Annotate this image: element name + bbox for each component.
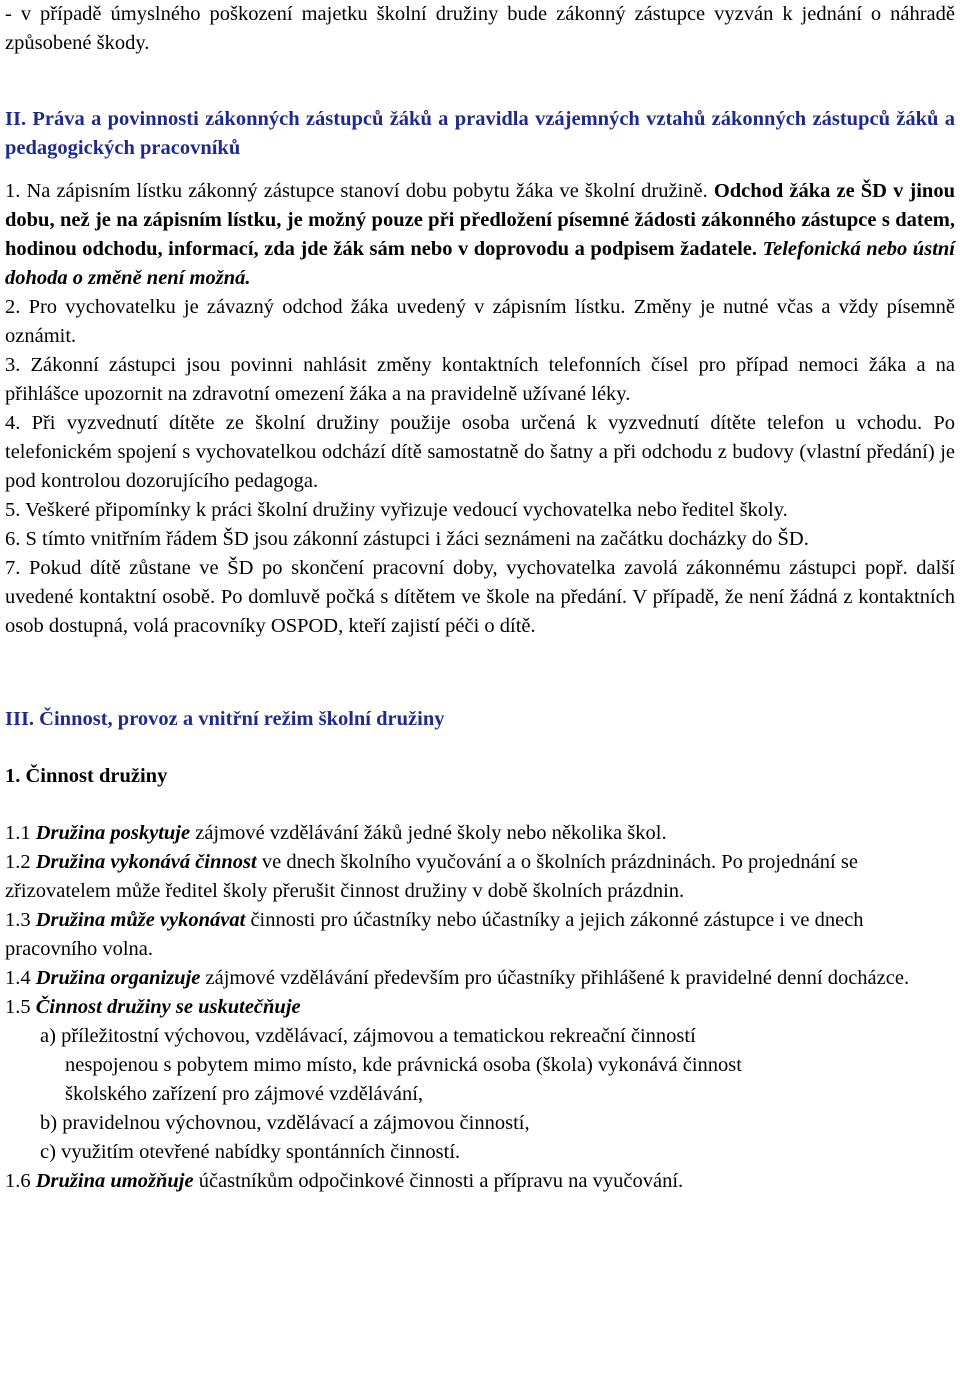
sublist-text: pravidelnou výchovnou, vzdělávací a zájmovou činností, — [62, 1112, 530, 1134]
list-item — [5, 964, 955, 993]
item-number: 1.3 — [5, 909, 36, 931]
sublist-item-c — [5, 1138, 955, 1167]
intro-paragraph: - v případě úmyslného poškození majetku školní družiny bude zákonný zástupce vyzván k jednání o náhradě způsobené škody. — [5, 3, 955, 54]
sublist-label: b) — [40, 1112, 63, 1134]
item-text: účastníkům odpočinkové činnosti a přípravu na vyučování. — [193, 1170, 684, 1192]
item-emphasis: Činnost družiny se uskutečňuje — [35, 996, 301, 1018]
item-number: 1.1 — [5, 822, 36, 844]
list-item — [5, 906, 955, 964]
sublist-item-a-line2: nespojenou s pobytem mimo místo, kde právnická osoba (škola) vykonává činnost — [65, 1054, 742, 1076]
sublist-item-b — [5, 1109, 955, 1138]
sublist-label: c) — [40, 1141, 62, 1163]
sublist-text: využitím otevřené nabídky spontánních činností. — [61, 1141, 461, 1163]
sublist-text: příležitostní výchovou, vzdělávací, zájmovou a tematickou rekreační činností — [61, 1025, 696, 1047]
sublist-item-a — [5, 1022, 955, 1051]
section-2-paragraph-4: 4. Při vyzvednutí dítěte ze školní družiny použije osoba určená k vyzvednutí dítěte telefon u vchodu. Po telefonickém spojení s vychovatelkou odchází dítě samostatně do šatny a při odchodu z budovy (vlastní předání) je pod kontrolou dozorujícího pedagoga. — [5, 412, 955, 492]
sublist-label: a) — [40, 1025, 62, 1047]
section-2-paragraph-3: 3. Zákonní zástupci jsou povinni nahlásit změny kontaktních telefonních čísel pro případ nemoci žáka a na přihlášce upozornit na zdravotní omezení žáka a na pravidelně užívané léky. — [5, 354, 955, 405]
section-2-paragraph-6: 6. S tímto vnitřním řádem ŠD jsou zákonní zástupci i žáci seznámeni na začátku docházky do ŠD. — [5, 528, 809, 550]
p1-bold-italic-text: Telefonická nebo ústní dohoda o změně není možná. — [5, 238, 955, 289]
item-text: zájmové vzdělávání především pro účastníky přihlášené k pravidelné denní docházce. — [200, 967, 910, 989]
item-text: činnosti pro účastníky nebo účastníky a jejich zákonné zástupce i ve dnech pracovního volna. — [5, 909, 864, 960]
list-item — [5, 1167, 955, 1196]
item-text: zájmové vzdělávání žáků jedné školy nebo několika škol. — [190, 822, 667, 844]
list-item — [5, 993, 955, 1022]
document-page — [5, 0, 955, 1196]
item-number: 1.6 — [5, 1170, 36, 1192]
item-number: 1.2 — [5, 851, 36, 873]
item-emphasis: Družina vykonává činnost — [35, 851, 257, 873]
item-emphasis: Družina poskytuje — [35, 822, 191, 844]
item-text: ve dnech školního vyučování a o školních prázdninách. Po projednání se zřizovatelem může ředitel školy přerušit činnost družiny v době školních prázdnin. — [5, 851, 858, 902]
item-emphasis: Družina umožňuje — [35, 1170, 194, 1192]
activity-list — [5, 819, 955, 1196]
list-item — [5, 819, 955, 848]
item-emphasis: Družina může vykonávat — [35, 909, 246, 931]
item-number: 1.4 — [5, 967, 36, 989]
p1-bold-text: Odchod žáka ze ŠD v jinou dobu, než je na zápisním lístku, je možný pouze při předložení písemné žádosti zákonného zástupce s datem, hodinou odchodu, informací, zda jde žák sám nebo v doprovodu a podpisem žadatele. — [5, 180, 955, 260]
section-2-paragraph-1 — [5, 177, 955, 293]
section-3-subheading: 1. Činnost družiny — [5, 765, 168, 787]
sublist-item-a-line3: školského zařízení pro zájmové vzdělávání, — [65, 1083, 424, 1105]
section-2-heading: II. Práva a povinnosti zákonných zástupců žáků a pravidla vzájemných vztahů zákonných zástupců žáků a pedagogických pracovníků — [5, 108, 955, 159]
section-2-paragraph-2: 2. Pro vychovatelku je závazný odchod žáka uvedený v zápisním lístku. Změny je nutné včas a vždy písemně oznámit. — [5, 296, 955, 347]
section-2-paragraph-7: 7. Pokud dítě zůstane ve ŠD po skončení pracovní doby, vychovatelka zavolá zákonnému zástupci popř. další uvedené kontaktní osobě. Po domluvě počká s dítětem ve škole na předání. V případě, že není žádná z kontaktních osob dostupná, volá pracovníky OSPOD, kteří zajistí péči o dítě. — [5, 557, 955, 637]
list-item — [5, 848, 955, 906]
section-3-heading: III. Činnost, provoz a vnitřní režim školní družiny — [5, 708, 445, 730]
item-emphasis: Družina organizuje — [35, 967, 201, 989]
p1-normal-text: 1. Na zápisním lístku zákonný zástupce stanoví dobu pobytu žáka ve školní družině. — [5, 180, 714, 202]
item-number: 1.5 — [5, 996, 36, 1018]
section-2-paragraph-5: 5. Veškeré připomínky k práci školní družiny vyřizuje vedoucí vychovatelka nebo ředitel školy. — [5, 499, 788, 521]
